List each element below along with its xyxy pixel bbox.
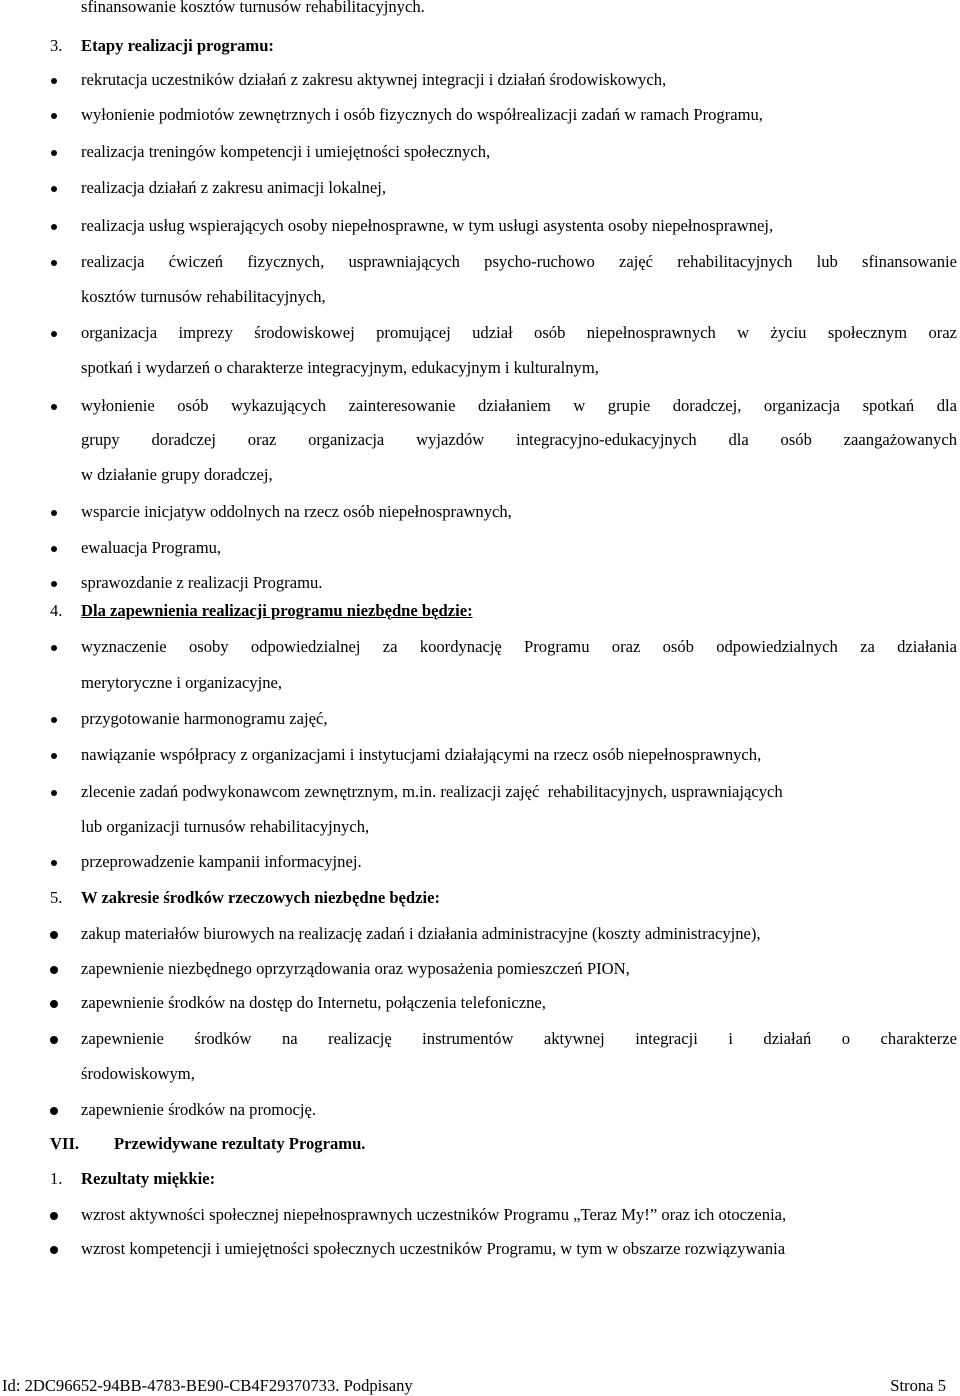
bullet-icon [51, 186, 57, 192]
list-item: wyłonienie podmiotów zewnętrznych i osób fizycznych do współrealizacji zadań w ramach Programu, [81, 105, 763, 124]
list-item: organizacja imprezy środowiskowej promującej udział osób niepełnosprawnych w życiu społecznym oraz [81, 323, 957, 342]
results-number: 1. [50, 1169, 63, 1188]
list-item: wsparcie inicjatyw oddolnych na rzecz osób niepełnosprawnych, [81, 502, 512, 521]
list-item: realizacja ćwiczeń fizycznych, usprawniających psycho-ruchowo zajęć rehabilitacyjnych lub sfinansowanie [81, 252, 957, 271]
bullet-icon [51, 581, 57, 587]
bullet-icon [50, 1246, 58, 1254]
list-item-continuation: lub organizacji turnusów rehabilitacyjnych, [81, 817, 370, 836]
list-item-continuation: grupy doradczej oraz organizacja wyjazdów integracyjno-edukacyjnych dla osób zaangażowanych [81, 430, 957, 449]
list-item: realizacja treningów kompetencji i umiejętności społecznych, [81, 142, 491, 161]
bullet-icon [50, 1107, 58, 1115]
bullet-icon [51, 331, 57, 337]
list-item: zapewnienie środków na promocję. [81, 1100, 316, 1119]
bullet-icon [51, 404, 57, 410]
list-item: zapewnienie środków na dostęp do Internetu, połączenia telefoniczne, [81, 993, 546, 1012]
section-3-heading: Etapy realizacji programu: [81, 36, 274, 55]
bullet-icon [50, 966, 58, 974]
list-item: realizacja usług wspierających osoby niepełnosprawne, w tym usługi asystenta osoby niepełnosprawnej, [81, 216, 774, 235]
list-item: realizacja działań z zakresu animacji lokalnej, [81, 178, 386, 197]
section-4-heading: Dla zapewnienia realizacji programu niezbędne będzie: [81, 601, 473, 620]
bullet-icon [51, 645, 57, 651]
list-item-continuation: spotkań i wydarzeń o charakterze integracyjnym, edukacyjnym i kulturalnym, [81, 358, 599, 377]
list-item: sprawozdanie z realizacji Programu. [81, 573, 323, 592]
list-item-continuation: kosztów turnusów rehabilitacyjnych, [81, 287, 326, 306]
chapter-heading: Przewidywane rezultaty Programu. [114, 1134, 366, 1153]
continued-text-line: sfinansowanie kosztów turnusów rehabilitacyjnych. [81, 0, 425, 16]
list-item-continuation: merytoryczne i organizacyjne, [81, 673, 283, 692]
list-item: nawiązanie współpracy z organizacjami i instytucjami działającymi na rzecz osób niepełnosprawnych, [81, 745, 762, 764]
bullet-icon [50, 1212, 58, 1220]
list-item: wyznaczenie osoby odpowiedzialnej za koordynację Programu oraz osób odpowiedzialnych za działania [81, 637, 957, 656]
section-3-number: 3. [50, 36, 63, 55]
list-item: wzrost aktywności społecznej niepełnosprawnych uczestników Programu „Teraz My!” oraz ich otoczenia, [81, 1205, 787, 1224]
bullet-icon [51, 860, 57, 866]
list-item-continuation: w działanie grupy doradczej, [81, 465, 273, 484]
bullet-icon [51, 546, 57, 552]
section-4-number: 4. [50, 601, 63, 620]
list-item: zapewnienie środków na realizację instrumentów aktywnej integracji i działań o charakterze [81, 1029, 957, 1048]
bullet-icon [51, 790, 57, 796]
bullet-icon [51, 510, 57, 516]
list-item: przeprowadzenie kampanii informacyjnej. [81, 852, 362, 871]
chapter-number: VII. [50, 1134, 80, 1153]
bullet-icon [50, 1036, 58, 1044]
list-item: rekrutacja uczestników działań z zakresu aktywnej integracji i działań środowiskowych, [81, 70, 667, 89]
bullet-icon [51, 78, 57, 84]
list-item: ewaluacja Programu, [81, 538, 222, 557]
bullet-icon [51, 224, 57, 230]
section-5-number: 5. [50, 888, 63, 907]
section-5-heading: W zakresie środków rzeczowych niezbędne będzie: [81, 888, 441, 907]
bullet-icon [51, 717, 57, 723]
document-id-footer: Id: 2DC96652-94BB-4783-BE90-CB4F29370733. Podpisany [2, 1376, 413, 1395]
bullet-icon [50, 1000, 58, 1008]
list-item: wyłonienie osób wykazujących zainteresowanie działaniem w grupie doradczej, organizacja spotkań dla [81, 396, 957, 415]
list-item: zakup materiałów biurowych na realizację zadań i działania administracyjne (koszty administracyjne), [81, 924, 761, 943]
bullet-icon [51, 150, 57, 156]
bullet-icon [50, 931, 58, 939]
list-item: zapewnienie niezbędnego oprzyrządowania oraz wyposażenia pomieszczeń PION, [81, 959, 630, 978]
page-number: Strona 5 [890, 1376, 946, 1395]
results-heading: Rezultaty miękkie: [81, 1169, 216, 1188]
list-item-continuation: środowiskowym, [81, 1064, 195, 1083]
list-item: zlecenie zadań podwykonawcom zewnętrznym, m.in. realizacji zajęć rehabilitacyjnych, usprawniających [81, 782, 783, 801]
list-item: przygotowanie harmonogramu zajęć, [81, 709, 328, 728]
list-item: wzrost kompetencji i umiejętności społecznych uczestników Programu, w tym w obszarze rozwiązywania [81, 1239, 786, 1258]
bullet-icon [51, 113, 57, 119]
bullet-icon [51, 753, 57, 759]
bullet-icon [51, 260, 57, 266]
